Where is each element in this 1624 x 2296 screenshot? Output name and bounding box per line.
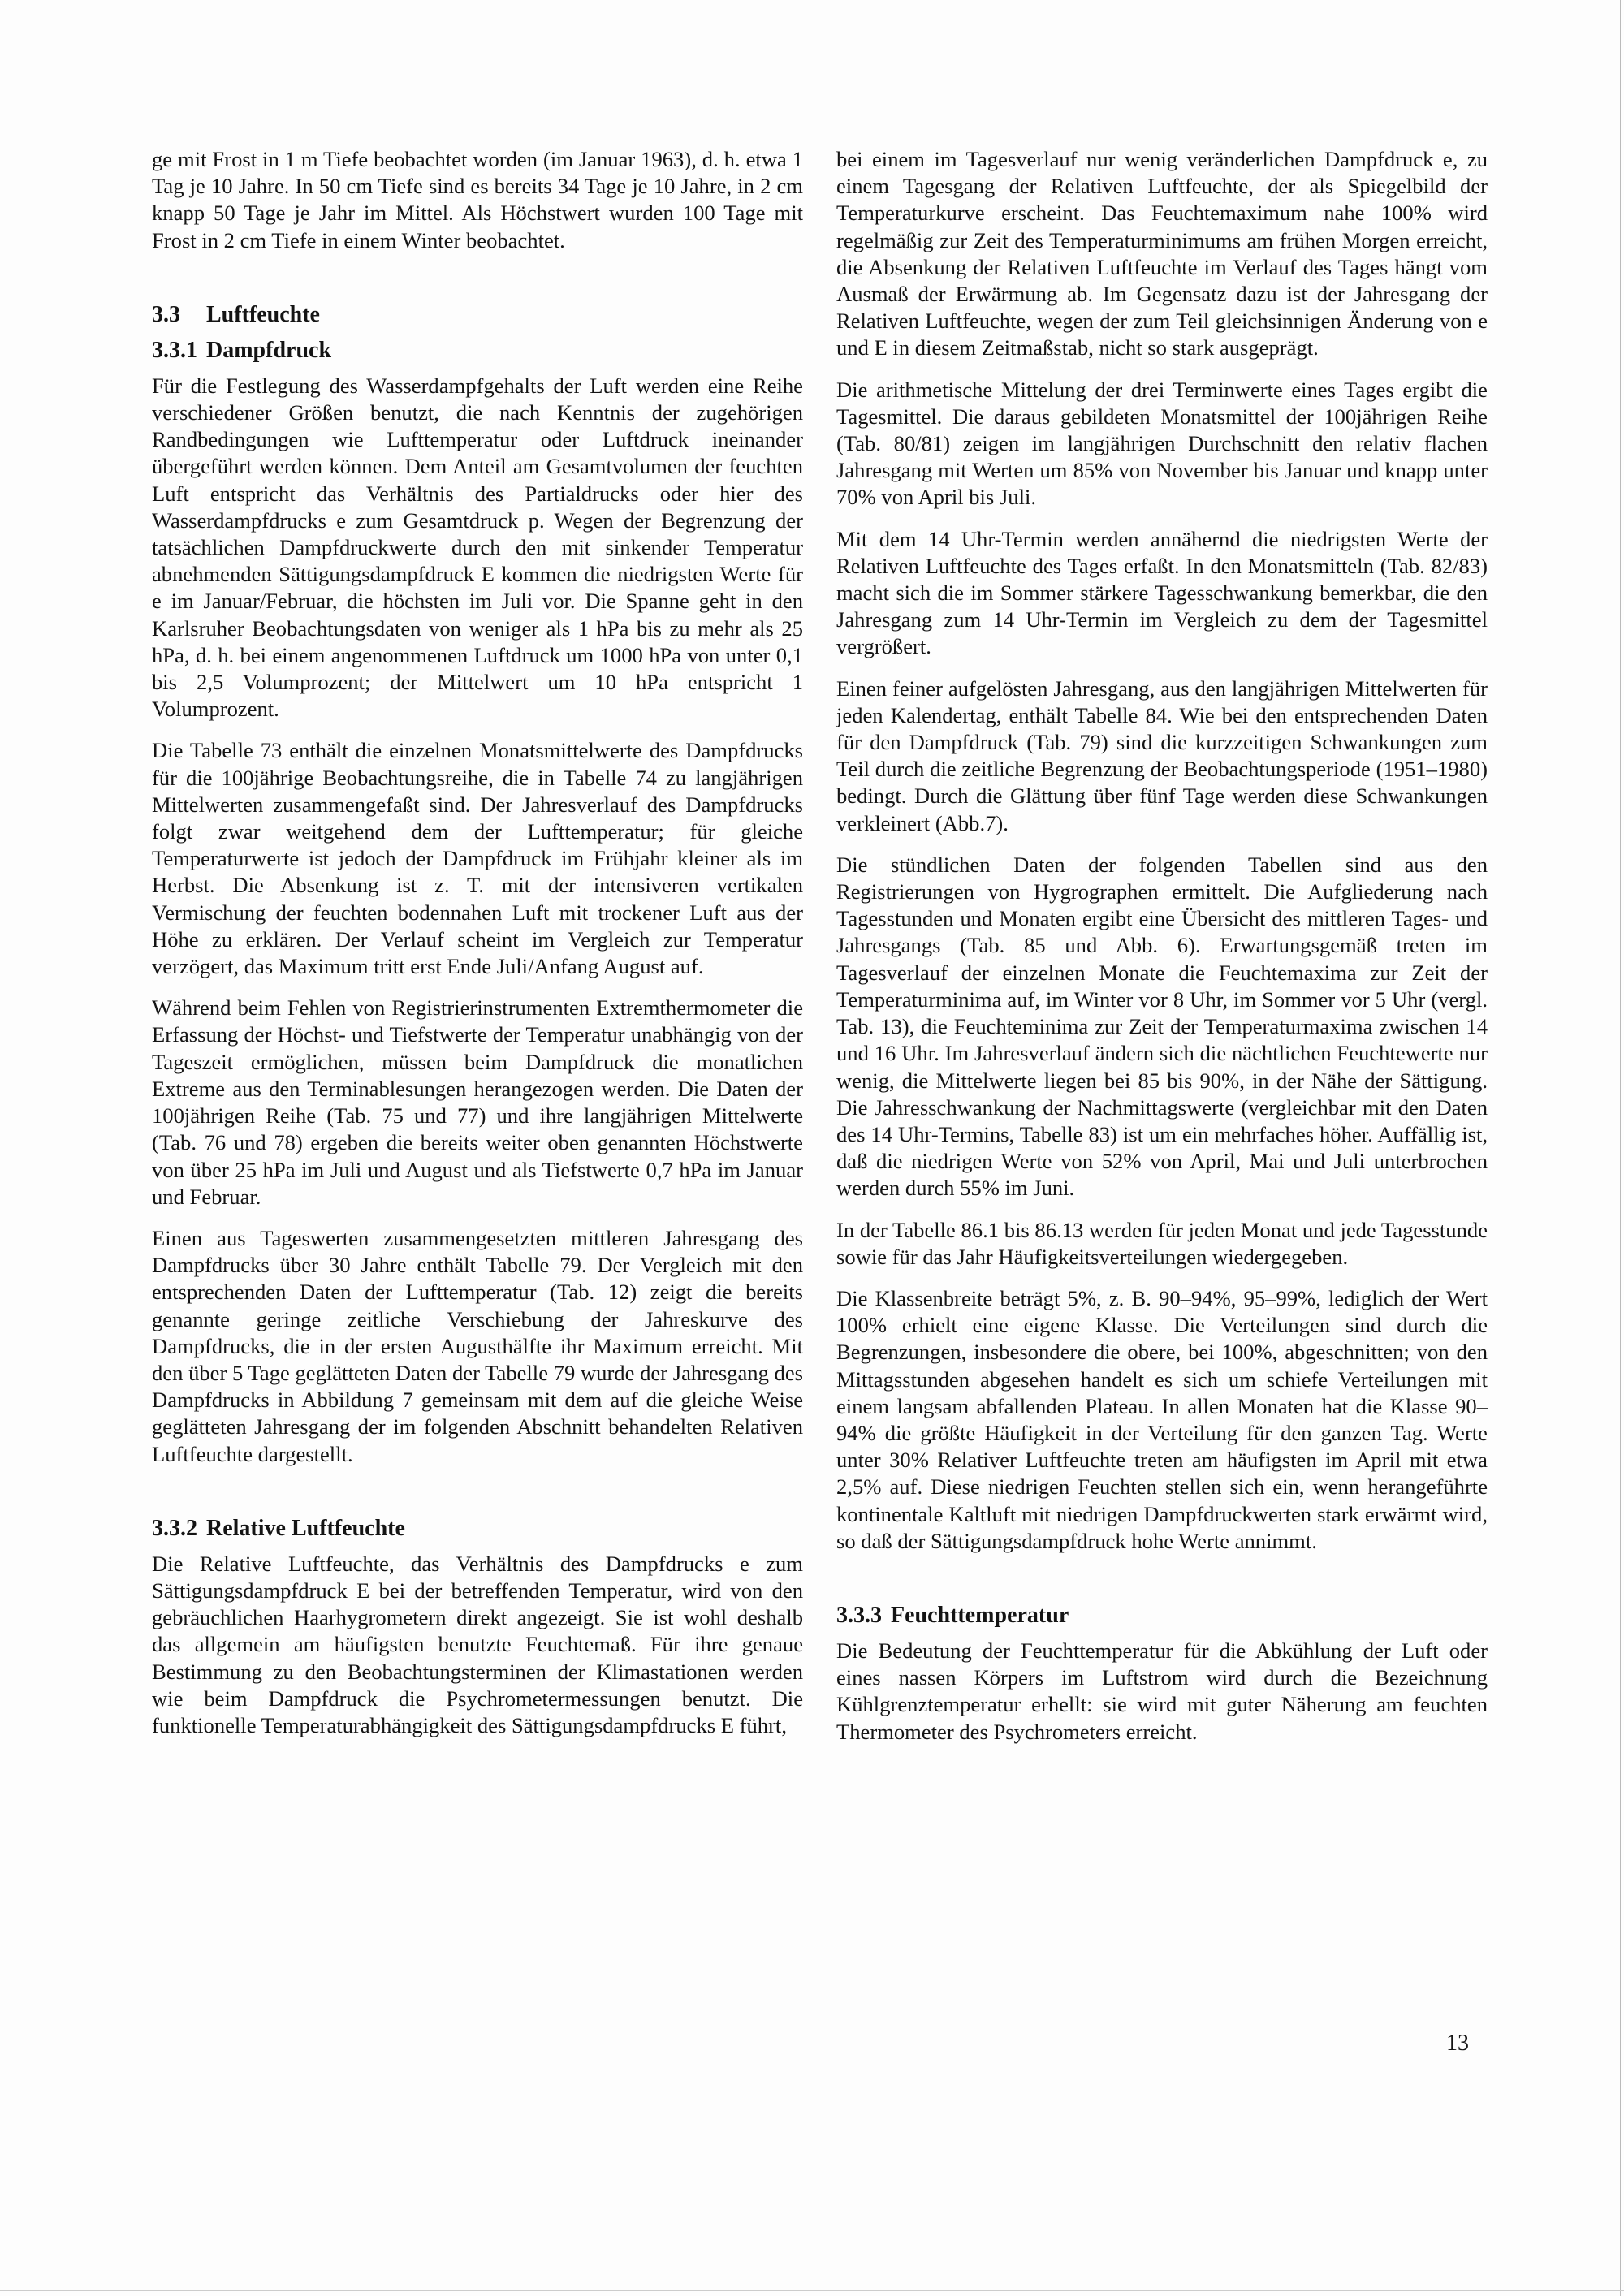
section-number: 3.3.3 — [836, 1602, 882, 1628]
left-column — [152, 146, 803, 1754]
paragraph: Einen feiner aufgelösten Jahresgang, aus den langjährigen Mittelwerten für jeden Kalendertag, enthält Tabelle 84. Wie bei den entsprechenden Daten für den Dampfdruck (Tab. 79) sind die kurzzeitigen Schwankungen zum Teil durch die zeitliche Begrenzung der Beobachtungsperiode (1951–1980) bedingt. Durch die Glättung über fünf Tage werden diese Schwankungen verkleinert (Abb.7). — [836, 675, 1488, 835]
paragraph: Die stündlichen Daten der folgenden Tabellen sind aus den Registrierungen von Hygrographen ermittelt. Die Aufgliederung nach Tagesstunden und Monaten ergibt eine Übersicht des mittleren Tages- und Jahresgangs (Tab. 85 und Abb. 6). Erwartungsgemäß treten im Tagesverlauf der einzelnen Monate die Feuchtemaxima zur Zeit der Temperaturminima auf, im Winter vor 8 Uhr, im Sommer vor 5 Uhr (vergl. Tab. 13), die Feuchteminima zur Zeit der Temperaturmaxima zwischen 14 und 16 Uhr. Im Jahresverlauf ändern sich die nächtlichen Feuchtewerte nur wenig, die Mittelwerte liegen bei 85 bis 90%, in der Nähe der Sättigung. Die Jahresschwankung der Nachmittagswerte (vergleichbar mit den Daten des 14 Uhr-Termins, Tabelle 83) ist um ein mehrfaches höher. Auffällig ist, daß die niedrigen Werte von 52% von April, Mai und Juli unterbrochen werden durch 55% im Juni. — [836, 852, 1488, 1201]
paragraph: Während beim Fehlen von Registrierinstrumenten Extremthermometer die Erfassung der Höchst- und Tiefstwerte der Temperatur unabhängig von der Tageszeit ermöglichen, müssen beim Dampfdruck die monatlichen Extreme aus den Terminablesungen herangezogen werden. Die Daten der 100jährigen Reihe (Tab. 75 und 77) und ihre langjährigen Mittelwerte (Tab. 76 und 78) ergeben die bereits weiter oben genannten Höchstwerte von über 25 hPa im Juli und August und als Tiefstwerte 0,7 hPa im Januar und Februar. — [152, 995, 803, 1209]
section-title: Dampfdruck — [206, 337, 332, 363]
section-heading-3-3-2 — [152, 1515, 803, 1543]
section-number: 3.3.1 — [152, 337, 197, 363]
paragraph: Die Relative Luftfeuchte, das Verhältnis des Dampfdrucks e zum Sättigungsdampfdruck E bei der betreffenden Temperatur, wird von den gebräuchlichen Haarhygrometern direkt angezeigt. Sie ist wohl deshalb das allgemein am häufigsten benutzte Feuchtemaß. Für ihre genaue Bestimmung zu den Beobachtungsterminen der Klimastationen werden wie beim Dampfdruck die Psychrometermessungen benutzt. Die funktionelle Temperaturabhängigkeit des Sättigungsdampfdrucks E führt, — [152, 1551, 803, 1737]
paragraph: bei einem im Tagesverlauf nur wenig veränderlichen Dampfdruck e, zu einem Tagesgang der Relativen Luftfeuchte, der als Spiegelbild der Temperaturkurve erscheint. Das Feuchtemaximum nahe 100% wird regelmäßig zur Zeit des Temperaturminimums am frühen Morgen erreicht, die Absenkung der Relativen Luftfeuchte im Verlauf des Tages hängt vom Ausmaß der Erwärmung ab. Im Gegensatz dazu ist der Jahresgang der Relativen Luftfeuchte, wegen der zum Teil gleichsinnigen Änderung von e und E in diesem Zeitmaßstab, nicht so stark ausgeprägt. — [836, 147, 1488, 360]
section-title: Relative Luftfeuchte — [206, 1515, 405, 1541]
paragraph: Mit dem 14 Uhr-Termin werden annähernd die niedrigsten Werte der Relativen Luftfeuchte des Tages erfaßt. In den Monatsmitteln (Tab. 82/83) macht sich die im Sommer stärkere Tagesschwankung bemerkbar, die den Jahresgang zum 14 Uhr-Termin im Vergleich zu dem der Tagesmittel vergrößert. — [836, 526, 1488, 659]
page-number: 13 — [1446, 2031, 1469, 2056]
right-column — [836, 146, 1488, 1760]
paragraph: Die Klassenbreite beträgt 5%, z. B. 90–94%, 95–99%, lediglich der Wert 100% erhielt eine eigene Klasse. Die Verteilungen sind durch die Begrenzungen, insbesondere die obere, bei 100%, abgeschnitten; von den Mittagsstunden abgesehen handelt es sich um schiefe Verteilungen mit einem langsam abfallenden Plateau. In allen Monaten hat die Klasse 90–94% die größte Häufigkeit in der Verteilung für den ganzen Tag. Werte unter 30% Relativer Luftfeuchte treten am häufigsten im April mit etwa 2,5% auf. Diese niedrigen Feuchten stellen sich ein, wenn herangeführte kontinentale Kaltluft mit niedrigen Dampfdruckwerten stark erwärmt wird, so daß der Sättigungsdampfdruck hohe Werte annimmt. — [836, 1285, 1488, 1553]
paragraph: Für die Festlegung des Wasserdampfgehalts der Luft werden eine Reihe verschiedener Größen benutzt, die nach Kenntnis der zugehörigen Randbedingungen wie Lufttemperatur oder Luftdruck ineinander übergeführt werden können. Dem Anteil am Gesamtvolumen der feuchten Luft entspricht das Verhältnis des Partialdrucks oder hier des Wasserdampfdrucks e zum Gesamtdruck p. Wegen der Begrenzung der tatsächlichen Dampfdruckwerte durch den mit sinkender Temperatur abnehmenden Sättigungsdampfdruck E kommen die niedrigsten Werte für e im Januar/Februar, die höchsten im Juli vor. Die Spanne geht in den Karlsruher Beobachtungsdaten von weniger als 1 hPa bis zu mehr als 25 hPa, d. h. bei einem angenommenen Luftdruck um 1000 hPa von unter 0,1 bis 2,5 Volumprozent; der Mittelwert um 10 hPa entspricht 1 Volumprozent. — [152, 373, 803, 722]
section-number: 3.3 — [152, 301, 180, 327]
paragraph: Die arithmetische Mittelung der drei Terminwerte eines Tages ergibt die Tagesmittel. Die daraus gebildeten Monatsmittel der 100jährigen Reihe (Tab. 80/81) zeigen im langjährigen Durchschnitt den relativ flachen Jahresgang mit Werten um 85% von November bis Januar und knapp unter 70% von April bis Juli. — [836, 377, 1488, 510]
section-number: 3.3.2 — [152, 1515, 197, 1541]
section-heading-3-3 — [152, 301, 803, 329]
section-title: Feuchttemperatur — [891, 1602, 1069, 1628]
paragraph: Die Tabelle 73 enthält die einzelnen Monatsmittelwerte des Dampfdrucks für die 100jährige Beobachtungsreihe, die in Tabelle 74 zu langjährigen Mittelwerten zusammengefaßt sind. Der Jahresverlauf des Dampfdrucks folgt zwar weitgehend dem der Lufttemperatur; für gleiche Temperaturwerte ist jedoch der Dampfdruck im Frühjahr kleiner als im Herbst. Die Absenkung ist z. T. mit der intensiveren vertikalen Vermischung der feuchten bodennahen Luft mit trockener Luft aus der Höhe zu erklären. Der Verlauf scheint im Vergleich zur Temperatur verzögert, das Maximum tritt erst Ende Juli/Anfang August auf. — [152, 738, 803, 979]
section-heading-3-3-3 — [836, 1602, 1488, 1629]
paragraph: In der Tabelle 86.1 bis 86.13 werden für jeden Monat und jede Tagesstunde sowie für das Jahr Häufigkeitsverteilungen wiedergegeben. — [836, 1217, 1488, 1269]
paragraph: ge mit Frost in 1 m Tiefe beobachtet worden (im Januar 1963), d. h. etwa 1 Tag je 10 Jahre. In 50 cm Tiefe sind es bereits 34 Tage je 10 Jahre, in 2 cm knapp 50 Tage je Jahr im Mittel. Als Höchstwert wurden 100 Tage mit Frost in 2 cm Tiefe in einem Winter beobachtet. — [152, 147, 803, 252]
paragraph: Einen aus Tageswerten zusammengesetzten mittleren Jahresgang des Dampfdrucks über 30 Jahre enthält Tabelle 79. Der Vergleich mit den entsprechenden Daten der Lufttemperatur (Tab. 12) zeigt die bereits genannte geringe zeitliche Verschiebung der Jahreskurve des Dampfdrucks, die in der ersten Augusthälfte ihr Maximum erreicht. Mit den über 5 Tage geglätteten Daten der Tabelle 79 wurde der Jahresgang des Dampfdrucks in Abbildung 7 gemeinsam mit dem auf die gleiche Weise geglätteten Jahresgang der im folgenden Abschnitt behandelten Relativen Luftfeuchte dargestellt. — [152, 1225, 803, 1466]
scan-edge-line — [1620, 0, 1621, 2296]
scan-bottom-line — [0, 2290, 1624, 2291]
section-title: Luftfeuchte — [206, 301, 320, 327]
paragraph: Die Bedeutung der Feuchttemperatur für die Abkühlung der Luft oder eines nassen Körpers im Luftstrom wird durch die Bezeichnung Kühlgrenztemperatur erhellt: sie wird mit guter Näherung am feuchten Thermometer des Psychrometers erreicht. — [836, 1638, 1488, 1744]
section-heading-3-3-1 — [152, 337, 803, 365]
